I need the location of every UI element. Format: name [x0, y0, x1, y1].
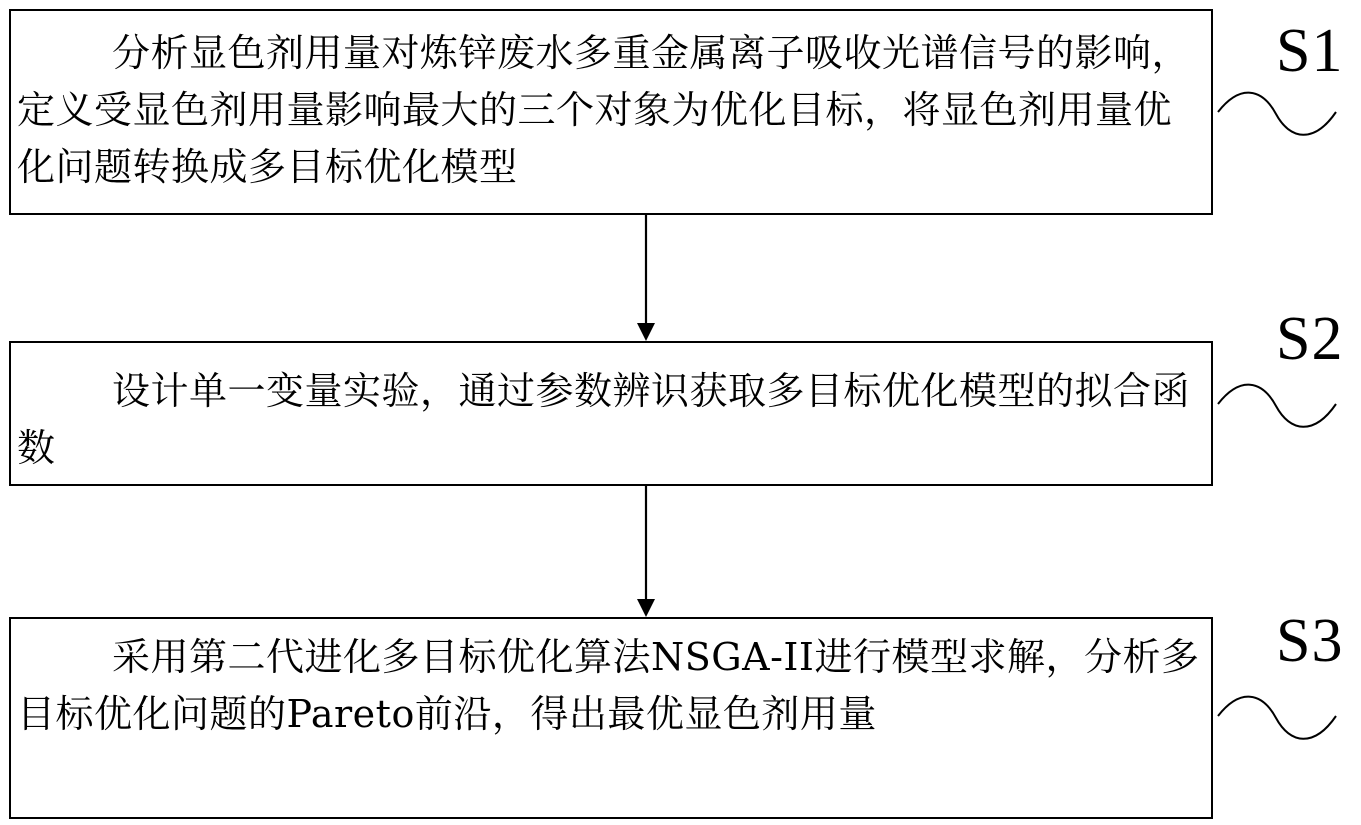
step-label-s1: S1: [1276, 17, 1344, 85]
leader-wave-s1: [1218, 93, 1336, 135]
step-text-s3: 采用第二代进化多目标优化算法NSGA-II进行模型求解，分析多目标优化问题的Pareto前沿，得出最优显色剂用量: [17, 635, 1200, 736]
leader-wave-s3: [1218, 697, 1336, 739]
arrow-s1-to-s2: [637, 215, 655, 341]
step-text-s1: 分析显色剂用量对炼锌废水多重金属离子吸收光谱信号的影响，定义受显色剂用量影响最大的三个对象为优化目标，将显色剂用量优化问题转换成多目标优化模型: [17, 31, 1191, 189]
arrow-s2-to-s3: [637, 486, 655, 617]
step-label-s2: S2: [1276, 305, 1344, 373]
step-text-s2: 设计单一变量实验，通过参数辨识获取多目标优化模型的拟合函数: [17, 369, 1191, 470]
leader-wave-s2: [1218, 385, 1336, 427]
step-label-s3: S3: [1276, 607, 1344, 675]
